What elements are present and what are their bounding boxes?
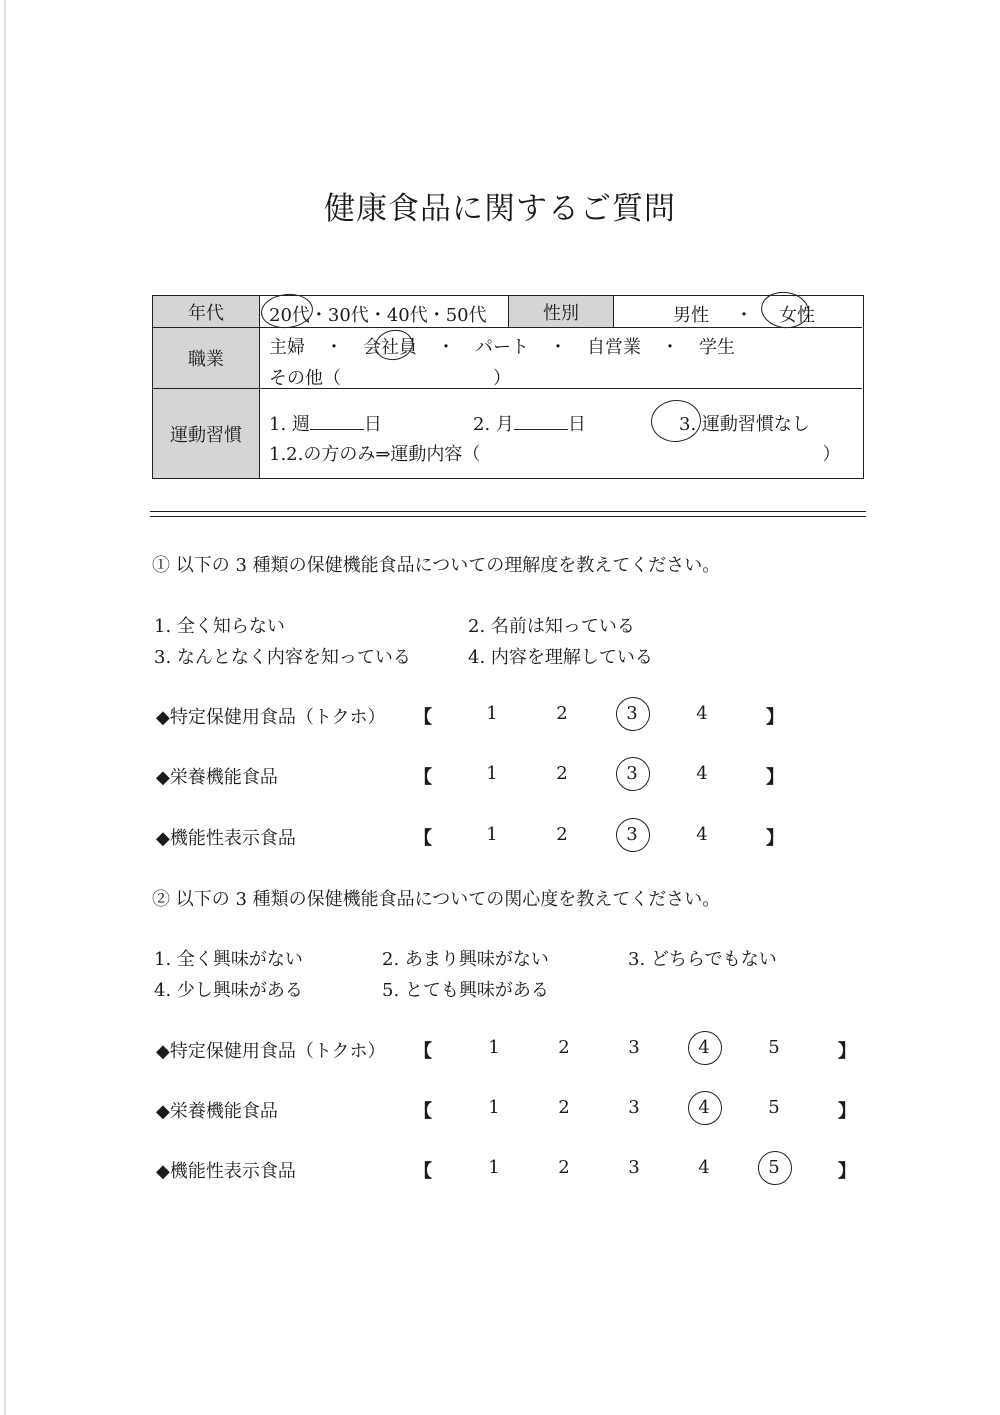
separator: ・ xyxy=(309,305,328,326)
q1-choice-3[interactable]: 3 xyxy=(626,824,638,845)
section-divider xyxy=(150,511,866,512)
q1-choice-1[interactable]: 1 xyxy=(486,824,498,845)
job-option-self-employed[interactable]: 自営業 xyxy=(587,337,641,358)
q2-selection-mark xyxy=(756,1149,793,1186)
q1-choice-2[interactable]: 2 xyxy=(556,763,568,784)
gender-header: 性別 xyxy=(509,296,614,327)
q1-choice-4[interactable]: 4 xyxy=(696,824,708,845)
age-option-50[interactable]: 50代 xyxy=(445,305,487,326)
q1-choice-1[interactable]: 1 xyxy=(486,703,498,724)
separator: ・ xyxy=(437,337,455,358)
q2-choice-2[interactable]: 2 xyxy=(558,1037,570,1058)
exercise-header: 運動習慣 xyxy=(153,389,260,478)
q2-item-label: ◆栄養機能食品 xyxy=(156,1101,278,1122)
q1-choice-4[interactable]: 4 xyxy=(696,763,708,784)
q1-bracket-open: 【 xyxy=(414,707,432,728)
q1-choice-1[interactable]: 1 xyxy=(486,763,498,784)
weekly-days-field[interactable] xyxy=(310,413,364,430)
q2-scale-5: 5. とても興味がある xyxy=(382,980,549,1001)
q1-bracket-open: 【 xyxy=(414,767,432,788)
age-option-30[interactable]: 30代 xyxy=(327,305,369,326)
q1-selection-mark xyxy=(614,816,651,853)
q1-scale-4: 4. 内容を理解している xyxy=(468,647,653,668)
exercise-detail xyxy=(269,440,840,466)
question-2-heading: ② 以下の 3 種類の保健機能食品についての関心度を教えてください。 xyxy=(152,889,721,910)
q2-scale-4: 4. 少し興味がある xyxy=(154,980,303,1001)
section-divider xyxy=(150,516,866,517)
q2-bracket-open: 【 xyxy=(414,1101,432,1122)
q2-choice-4[interactable]: 4 xyxy=(698,1157,710,1178)
q2-selection-mark xyxy=(686,1089,723,1126)
q2-choice-5[interactable]: 5 xyxy=(768,1037,780,1058)
job-option-part-time[interactable]: パート xyxy=(475,337,529,358)
exercise-option-none[interactable]: 3. 運動習慣なし xyxy=(679,414,810,435)
separator: ・ xyxy=(661,337,679,358)
exercise-detail-close: ） xyxy=(822,444,841,465)
q2-bracket-close: 】 xyxy=(838,1041,856,1062)
job-option-housewife[interactable]: 主婦 xyxy=(269,337,305,358)
job-other xyxy=(269,364,511,390)
exercise-option-monthly xyxy=(473,410,586,436)
q1-bracket-close: 】 xyxy=(766,707,784,728)
q2-scale-1: 1. 全く興味がない xyxy=(154,949,303,970)
q1-scale-3: 3. なんとなく内容を知っている xyxy=(154,647,411,668)
q2-choice-2[interactable]: 2 xyxy=(558,1097,570,1118)
q2-choice-3[interactable]: 3 xyxy=(628,1097,640,1118)
q1-bracket-close: 】 xyxy=(766,767,784,788)
days-unit: 日 xyxy=(567,414,586,435)
q2-choice-3[interactable]: 3 xyxy=(628,1037,640,1058)
q2-item-label: ◆特定保健用食品（トクホ） xyxy=(156,1041,386,1062)
job-options xyxy=(269,333,735,359)
q2-choice-5[interactable]: 5 xyxy=(768,1097,780,1118)
age-header: 年代 xyxy=(153,296,260,327)
exercise-monthly-label: 2. 月 xyxy=(473,414,514,435)
exercise-option-weekly xyxy=(269,410,382,436)
job-option-student[interactable]: 学生 xyxy=(699,337,735,358)
monthly-days-field[interactable] xyxy=(514,413,568,430)
q2-choice-5[interactable]: 5 xyxy=(768,1157,780,1178)
q1-item-label: ◆機能性表示食品 xyxy=(156,828,296,849)
job-option-office-worker[interactable]: 会社員 xyxy=(363,337,417,358)
separator: ・ xyxy=(368,305,387,326)
q2-item-label: ◆機能性表示食品 xyxy=(156,1161,296,1182)
separator: ・ xyxy=(735,305,753,326)
job-other-close: ） xyxy=(493,368,511,389)
q2-choice-4[interactable]: 4 xyxy=(698,1037,710,1058)
age-option-40[interactable]: 40代 xyxy=(386,305,428,326)
q2-bracket-open: 【 xyxy=(414,1161,432,1182)
q1-item-label: ◆栄養機能食品 xyxy=(156,767,278,788)
q2-choice-1[interactable]: 1 xyxy=(488,1037,500,1058)
q1-selection-mark xyxy=(614,755,651,792)
respondent-info-table xyxy=(152,295,864,479)
q2-choice-3[interactable]: 3 xyxy=(628,1157,640,1178)
q2-scale-2: 2. あまり興味がない xyxy=(382,949,549,970)
q2-bracket-close: 】 xyxy=(838,1161,856,1182)
job-other-label: その他（ xyxy=(269,368,341,389)
exercise-weekly-label: 1. 週 xyxy=(269,414,310,435)
separator: ・ xyxy=(427,305,446,326)
job-header: 職業 xyxy=(153,328,260,388)
q1-item-label: ◆特定保健用食品（トクホ） xyxy=(156,707,386,728)
page-title: 健康食品に関するご質問 xyxy=(324,191,676,227)
selection-mark-exercise xyxy=(650,398,703,443)
gender-option-male[interactable]: 男性 xyxy=(673,305,709,326)
q1-scale-2: 2. 名前は知っている xyxy=(468,616,635,637)
q1-choice-3[interactable]: 3 xyxy=(626,763,638,784)
q2-bracket-close: 】 xyxy=(838,1101,856,1122)
q1-bracket-close: 】 xyxy=(766,828,784,849)
q1-bracket-open: 【 xyxy=(414,828,432,849)
q2-selection-mark xyxy=(686,1029,723,1066)
age-option-20[interactable]: 20代 xyxy=(269,305,310,326)
q1-scale-1: 1. 全く知らない xyxy=(154,616,285,637)
separator: ・ xyxy=(549,337,567,358)
q1-selection-mark xyxy=(614,695,651,732)
days-unit: 日 xyxy=(363,414,382,435)
q1-choice-2[interactable]: 2 xyxy=(556,703,568,724)
q2-choice-4[interactable]: 4 xyxy=(698,1097,710,1118)
q2-bracket-open: 【 xyxy=(414,1041,432,1062)
q1-choice-4[interactable]: 4 xyxy=(696,703,708,724)
q2-choice-1[interactable]: 1 xyxy=(488,1157,500,1178)
question-1-heading: ① 以下の 3 種類の保健機能食品についての理解度を教えてください。 xyxy=(152,555,721,576)
q1-choice-2[interactable]: 2 xyxy=(556,824,568,845)
separator: ・ xyxy=(325,337,343,358)
gender-option-female[interactable]: 女性 xyxy=(779,305,815,326)
q1-choice-3[interactable]: 3 xyxy=(626,703,638,724)
exercise-detail-label: 1.2.の方のみ⇒運動内容（ xyxy=(269,444,481,465)
q2-scale-3: 3. どちらでもない xyxy=(628,949,777,970)
q2-choice-1[interactable]: 1 xyxy=(488,1097,500,1118)
q2-choice-2[interactable]: 2 xyxy=(558,1157,570,1178)
